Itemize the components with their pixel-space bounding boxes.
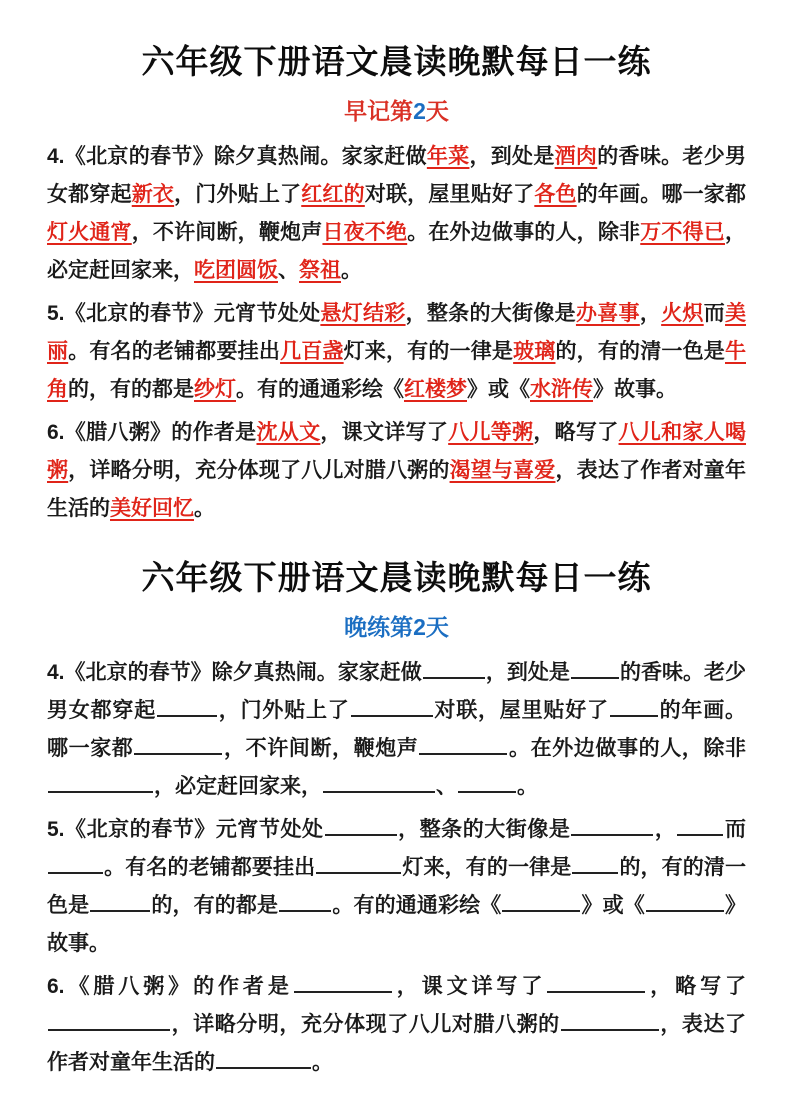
fill-in-blank — [610, 694, 658, 717]
fill-in-blank — [216, 1046, 311, 1069]
fill-in-blank — [323, 770, 435, 793]
evening-subtitle — [47, 609, 746, 642]
fill-in-blank — [48, 770, 153, 793]
paragraph: 4.《北京的春节》除夕真热闹。家家赶做 ，到处是 的香味。老少男女都穿起 ，门外贴上了 对联，屋里贴好了 的年画。哪一家都 ，不许间断，鞭炮声 。在外边做事的人，除非，必定赶回家来， 、 。 — [47, 654, 746, 806]
fill-in-blank — [646, 889, 724, 912]
fill-in-blank — [90, 889, 150, 912]
answer-word: 新衣 — [131, 183, 175, 206]
morning-section — [47, 36, 746, 528]
answer-word: 牛角 — [47, 340, 746, 401]
subtitle-text: 晚练第2天 — [344, 614, 449, 640]
answer-word: 年菜 — [426, 145, 470, 168]
answer-word: 玻璃 — [513, 340, 556, 363]
evening-paragraphs — [47, 654, 746, 1082]
answer-word: 办喜事 — [575, 302, 640, 325]
fill-in-blank — [48, 851, 103, 874]
fill-in-blank — [502, 889, 580, 912]
answer-word: 几百盏 — [280, 340, 344, 363]
fill-in-blank — [458, 770, 516, 793]
answer-word: 八儿和家人喝粥 — [47, 421, 747, 482]
fill-in-blank — [571, 656, 619, 679]
fill-in-blank — [134, 732, 222, 755]
fill-in-blank — [547, 970, 645, 993]
paragraph: 5.《北京的春节》元宵节处处 ，整条的大街像是 ， 而。有名的老铺都要挂出 灯来，有的一律是 的，有的清一色是 的，有的都是 。有的通通彩绘《 》或《 》故事。 — [47, 811, 746, 963]
answer-word: 灯火通宵 — [47, 221, 132, 244]
answer-word: 八儿等粥 — [448, 421, 534, 444]
answer-word: 酒肉 — [554, 145, 598, 168]
fill-in-blank — [157, 694, 217, 717]
subtitle-text: 早记第 — [344, 98, 414, 124]
answer-word: 纱灯 — [194, 378, 236, 401]
morning-paragraphs — [47, 138, 746, 528]
answer-word: 渴望与喜爱 — [449, 459, 556, 482]
fill-in-blank — [571, 813, 653, 836]
fill-in-blank — [316, 851, 401, 874]
answer-word: 红楼梦 — [404, 378, 467, 401]
answer-word: 万不得已 — [640, 221, 725, 244]
morning-subtitle — [47, 93, 746, 126]
answer-word: 吃团圆饭 — [194, 259, 278, 282]
answer-word: 各色 — [534, 183, 577, 206]
paragraph: 6.《腊八粥》的作者是 ，课文详写了 ，略写了，详略分明，充分体现了八儿对腊八粥的 ，表达了作者对童年生活的 。 — [47, 968, 746, 1082]
fill-in-blank — [351, 694, 433, 717]
subtitle-text: 天 — [425, 98, 449, 124]
fill-in-blank — [419, 732, 507, 755]
paragraph: 5.《北京的春节》元宵节处处悬灯结彩，整条的大街像是办喜事，火炽而美丽。有名的老铺都要挂出几百盏灯来，有的一律是玻璃的，有的清一色是牛角的，有的都是纱灯。有的通通彩绘《红楼梦》或《水浒传》故事。 — [47, 302, 747, 401]
answer-word: 悬灯结彩 — [320, 302, 406, 325]
fill-in-blank — [677, 813, 723, 836]
fill-in-blank — [572, 851, 618, 874]
answer-word: 水浒传 — [530, 378, 593, 401]
answer-word: 美好回忆 — [110, 497, 194, 520]
answer-word: 沈从文 — [256, 421, 321, 444]
fill-in-blank — [279, 889, 331, 912]
answer-word: 火炽 — [661, 302, 704, 325]
answer-word: 美丽 — [47, 302, 747, 363]
fill-in-blank — [325, 813, 397, 836]
paragraph: 6.《腊八粥》的作者是沈从文，课文详写了八儿等粥，略写了八儿和家人喝粥，详略分明，充分体现了八儿对腊八粥的渴望与喜爱，表达了作者对童年生活的美好回忆。 — [47, 421, 747, 520]
answer-word: 红红的 — [301, 183, 365, 206]
evening-section — [47, 552, 746, 1082]
fill-in-blank — [423, 656, 485, 679]
subtitle-text: 2 — [413, 98, 426, 124]
morning-title: 六年级下册语文晨读晚默每日一练 — [141, 43, 652, 80]
paragraph: 4.《北京的春节》除夕真热闹。家家赶做年菜，到处是酒肉的香味。老少男女都穿起新衣，门外贴上了红红的对联，屋里贴好了各色的年画。哪一家都灯火通宵，不许间断，鞭炮声日夜不绝。在外边做事的人，除非万不得已，必定赶回家来，吃团圆饭、祭祖。 — [47, 145, 747, 282]
answer-word: 日夜不绝 — [322, 221, 408, 244]
answer-word: 祭祖 — [299, 259, 341, 282]
evening-title: 六年级下册语文晨读晚默每日一练 — [141, 559, 652, 596]
fill-in-blank — [294, 970, 392, 993]
fill-in-blank — [561, 1008, 659, 1031]
fill-in-blank — [48, 1008, 170, 1031]
